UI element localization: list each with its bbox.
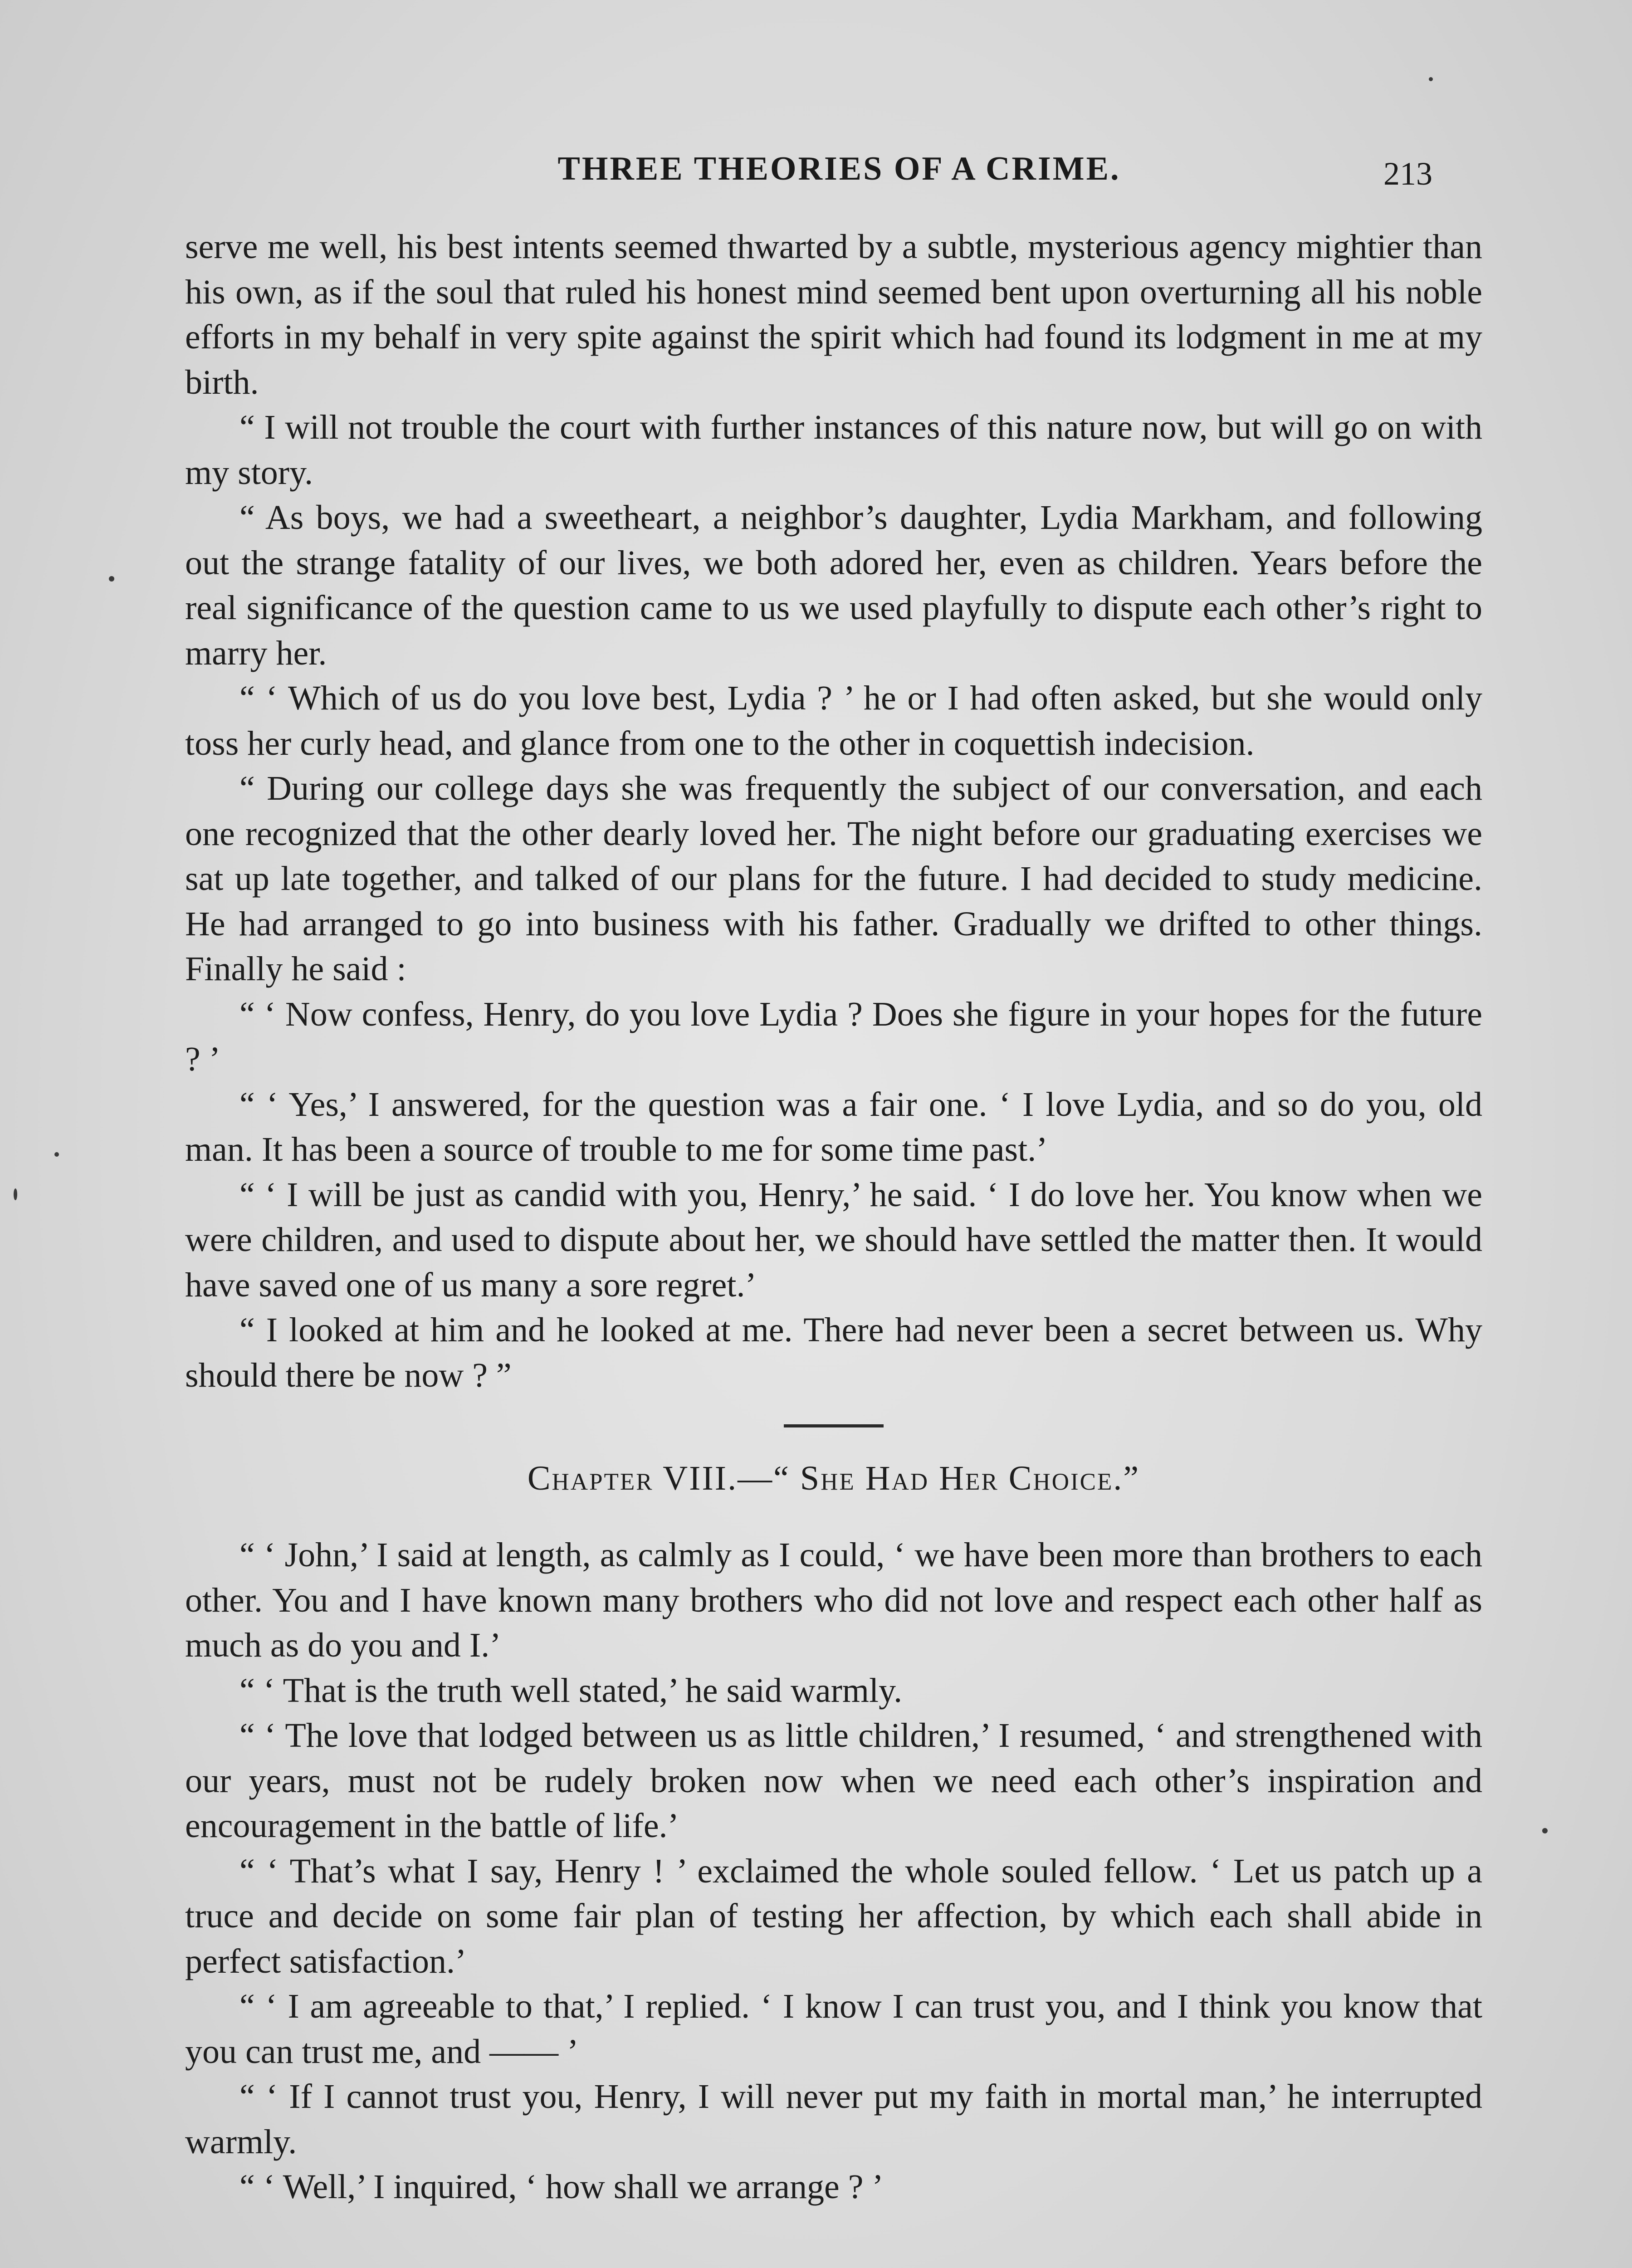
paper-speck — [54, 1152, 59, 1157]
paper-speck — [109, 576, 114, 582]
chapter-heading: Chapter VIII.—“ She Had Her Choice.” — [527, 1459, 1140, 1497]
paragraph: “ ‘ John,’ I said at length, as calmly as I could, ‘ we have been more than brothers to each other. You and I have known many brothers who did not love and respect each other half as much as do you and I.’ — [185, 1536, 1482, 1664]
paragraph: “ ‘ I am agreeable to that,’ I replied. ‘ I know I can trust you, and I think you know that you can trust me, and —— ’ — [185, 1987, 1482, 2071]
paragraph: “ I looked at him and he looked at me. There had never been a secret between us. Why should there be now ? ” — [185, 1311, 1482, 1394]
paragraph: “ ‘ Now confess, Henry, do you love Lydia ? Does she figure in your hopes for the future ? ’ — [185, 995, 1482, 1078]
running-title: THREE THEORIES OF A CRIME. — [557, 150, 1121, 187]
paper-speck — [14, 1188, 17, 1200]
section-divider — [784, 1424, 884, 1427]
paragraph: “ I will not trouble the court with further instances of this nature now, but will go on with my story. — [185, 408, 1482, 492]
page-number: 213 — [1383, 156, 1432, 192]
paragraph: “ ‘ Well,’ I inquired, ‘ how shall we arrange ? ’ — [239, 2168, 884, 2206]
paragraph: “ During our college days she was frequently the subject of our conversation, and each one recognized that the other dearly loved her. The night before our graduating exercises we sat up late together, and talked of our plans for the future. I had decided to study medicine. He had arranged to go into business with his father. Gradually we drifted to other things. Finally he said : — [185, 769, 1482, 988]
paragraph: “ ‘ If I cannot trust you, Henry, I will never put my faith in mortal man,’ he interrupted warmly. — [185, 2077, 1482, 2161]
paragraph: “ ‘ I will be just as candid with you, Henry,’ he said. ‘ I do love her. You know when we were children, and used to dispute about her, we should have settled the matter then. It would have saved one of us many a sore regret.’ — [185, 1175, 1482, 1304]
paper-speck — [1542, 1828, 1548, 1833]
paragraph: “ ‘ That’s what I say, Henry ! ’ exclaimed the whole souled fellow. ‘ Let us patch up a truce and decide on some fair plan of testing her affection, by which each shall abide in perfect satisfaction.’ — [185, 1852, 1482, 1980]
paragraph: “ ‘ Which of us do you love best, Lydia ? ’ he or I had often asked, but she would only toss her curly head, and glance from one to the other in coquettish indecision. — [185, 679, 1482, 763]
paragraph: “ ‘ The love that lodged between us as little children,’ I resumed, ‘ and strengthened with our years, must not be rudely broken now when we need each other’s inspiration and encouragement in the battle of life.’ — [185, 1716, 1482, 1845]
paper-speck — [1429, 77, 1433, 81]
paragraph: “ As boys, we had a sweetheart, a neighbor’s daughter, Lydia Markham, and following out the strange fatality of our lives, we both adored her, even as children. Years before the real significance of the question came to us we used playfully to dispute each other’s right to marry her. — [185, 499, 1482, 672]
paragraph: serve me well, his best intents seemed thwarted by a subtle, mysterious agency mightier than his own, as if the soul that ruled his honest mind seemed bent upon overturning all his noble efforts in my behalf in very spite against the spirit which had found its lodgment in me at my birth. — [185, 228, 1482, 401]
paragraph: “ ‘ Yes,’ I answered, for the question was a fair one. ‘ I love Lydia, and so do you, old man. It has been a source of trouble to me for some time past.’ — [185, 1085, 1482, 1168]
paragraph: “ ‘ That is the truth well stated,’ he said warmly. — [239, 1671, 903, 1710]
body-text — [185, 225, 1482, 2210]
page-header — [0, 150, 1632, 200]
